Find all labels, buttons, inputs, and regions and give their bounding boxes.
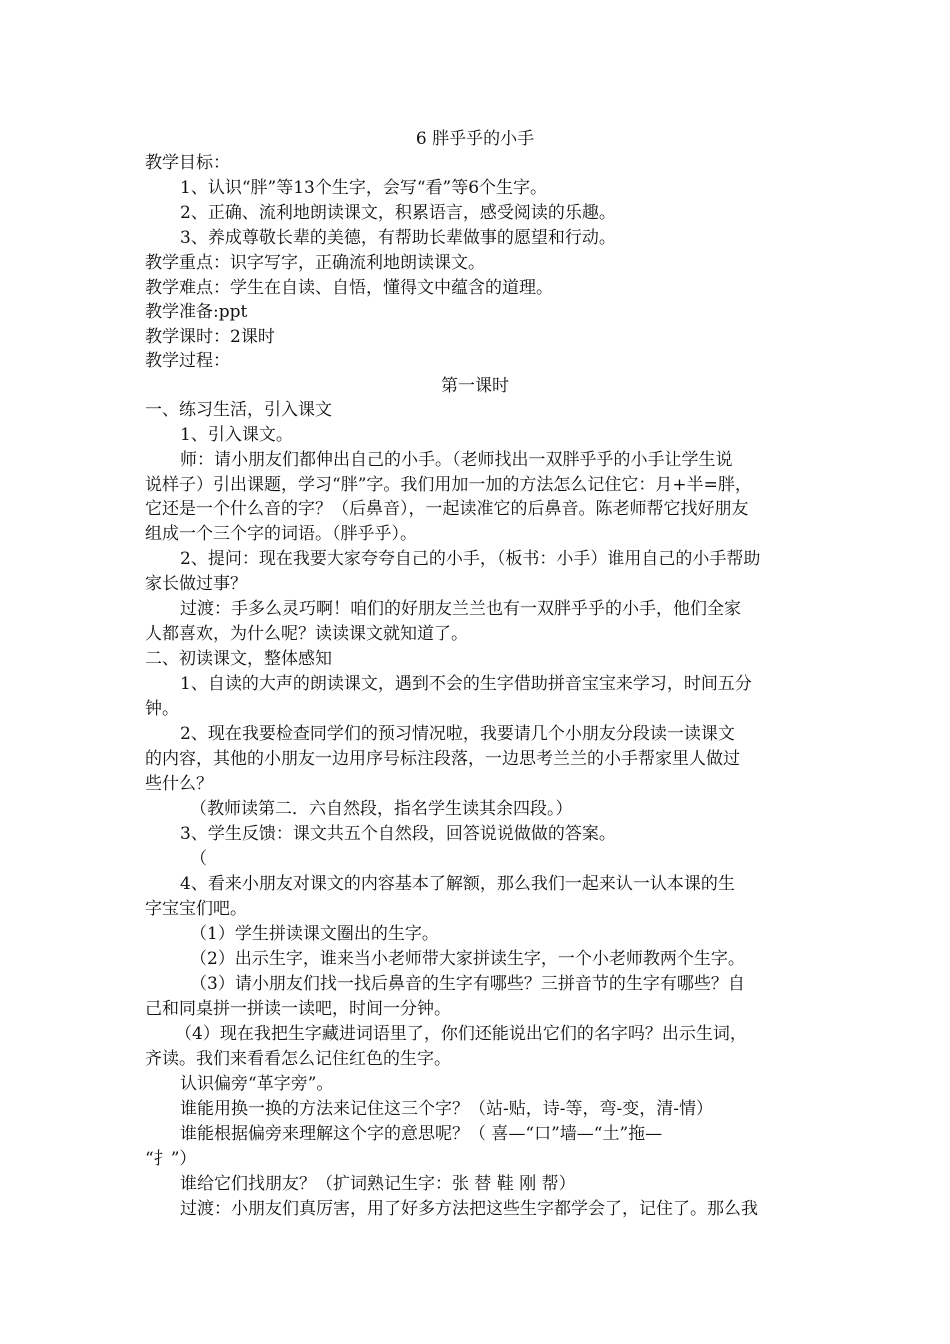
paragraph-line: （教师读第二．六自然段，指名学生读其余四段。） [190,799,573,819]
part-heading-2: 二、初读课文，整体感知 [145,649,332,669]
paragraph-line: 谁能用换一换的方法来记住这三个字？（站-贴，诗-等，弯-变，清-情） [180,1099,713,1119]
paragraph-line: 说样子）引出课题，学习“胖”字。我们用加一加的方法怎么记住它：月+半=胖， [145,475,752,495]
paragraph-line: 1、引入课文。 [180,425,293,445]
class-hours: 教学课时：2课时 [145,327,275,347]
paragraph-line: （2）出示生字，谁来当小老师带大家拼读生字，一个小老师教两个生字。 [190,949,745,969]
paragraph-line: （4）现在我把生字藏进词语里了，你们还能说出它们的名字吗？出示生词， [175,1024,747,1044]
paragraph-line: 2、现在我要检查同学们的预习情况啦，我要请几个小朋友分段读一读课文 [180,724,735,744]
paragraph-line: （1）学生拼读课文圈出的生字。 [190,924,439,944]
paragraph-line: 谁给它们找朋友？（扩词熟记生字：张 替 鞋 刚 帮） [180,1174,576,1194]
paragraph-line: 钟。 [145,699,179,719]
paragraph-line: 字宝宝们吧。 [145,899,247,919]
paragraph-line: 4、看来小朋友对课文的内容基本了解额，那么我们一起来认一认本课的生 [180,874,735,894]
paragraph-line: 组成一个三个字的词语。（胖乎乎）。 [145,524,417,544]
section-heading-objectives: 教学目标： [145,153,230,173]
paragraph-line: 齐读。我们来看看怎么记住红色的生字。 [145,1049,451,1069]
paragraph-line: 2、提问：现在我要大家夸夸自己的小手，（板书：小手）谁用自己的小手帮助 [180,549,761,569]
paragraph-line: 1、自读的大声的朗读课文，遇到不会的生字借助拼音宝宝来学习，时间五分 [180,674,752,694]
objective-item-3: 3、养成尊敬长辈的美德，有帮助长辈做事的愿望和行动。 [180,228,616,248]
paragraph-line: （3）请小朋友们找一找后鼻音的生字有哪些？三拼音节的生字有哪些？自 [190,974,745,994]
lesson-session-heading: 第一课时 [441,376,509,396]
part-heading-1: 一、练习生活，引入课文 [145,400,332,420]
paragraph-line: 3、学生反馈：课文共五个自然段，回答说说做做的答案。 [180,824,616,844]
paragraph-line: 认识偏旁“革字旁”。 [180,1074,334,1094]
objective-item-2: 2、正确、流利地朗读课文，积累语言，感受阅读的乐趣。 [180,203,616,223]
lesson-title: 6 胖乎乎的小手 [415,129,535,149]
paragraph-line: “扌”） [145,1149,197,1169]
objective-item-1: 1、认识“胖”等13个生字，会写“看”等6个生字。 [180,178,548,198]
paragraph-line: 己和同桌拼一拼读一读吧，时间一分钟。 [145,999,451,1019]
section-heading-process: 教学过程： [145,351,230,371]
paragraph-line: 谁能根据偏旁来理解这个字的意思呢？（ 喜—“口”墙—“土”拖— [180,1124,663,1144]
preparation: 教学准备:ppt [145,302,248,322]
paragraph-line: 的内容，其他的小朋友一边用序号标注段落，一边思考兰兰的小手帮家里人做过 [145,749,740,769]
paragraph-line: 过渡：手多么灵巧啊！咱们的好朋友兰兰也有一双胖乎乎的小手，他们全家 [180,599,741,619]
paragraph-line: 它还是一个什么音的字？（后鼻音），一起读准它的后鼻音。陈老师帮它找好朋友 [145,499,749,519]
paragraph-line: 人都喜欢，为什么呢？读读课文就知道了。 [145,624,468,644]
difficult-points: 教学难点：学生在自读、自悟，懂得文中蕴含的道理。 [145,278,553,298]
paragraph-line: 过渡：小朋友们真厉害，用了好多方法把这些生字都学会了，记住了。那么我 [180,1199,758,1219]
key-points: 教学重点：识字写字，正确流利地朗读课文。 [145,253,485,273]
paragraph-line: 家长做过事？ [145,574,247,594]
paragraph-line: 师：请小朋友们都伸出自己的小手。（老师找出一双胖乎乎的小手让学生说 [180,450,733,470]
paragraph-line: （ [190,849,207,869]
paragraph-line: 些什么？ [145,774,213,794]
